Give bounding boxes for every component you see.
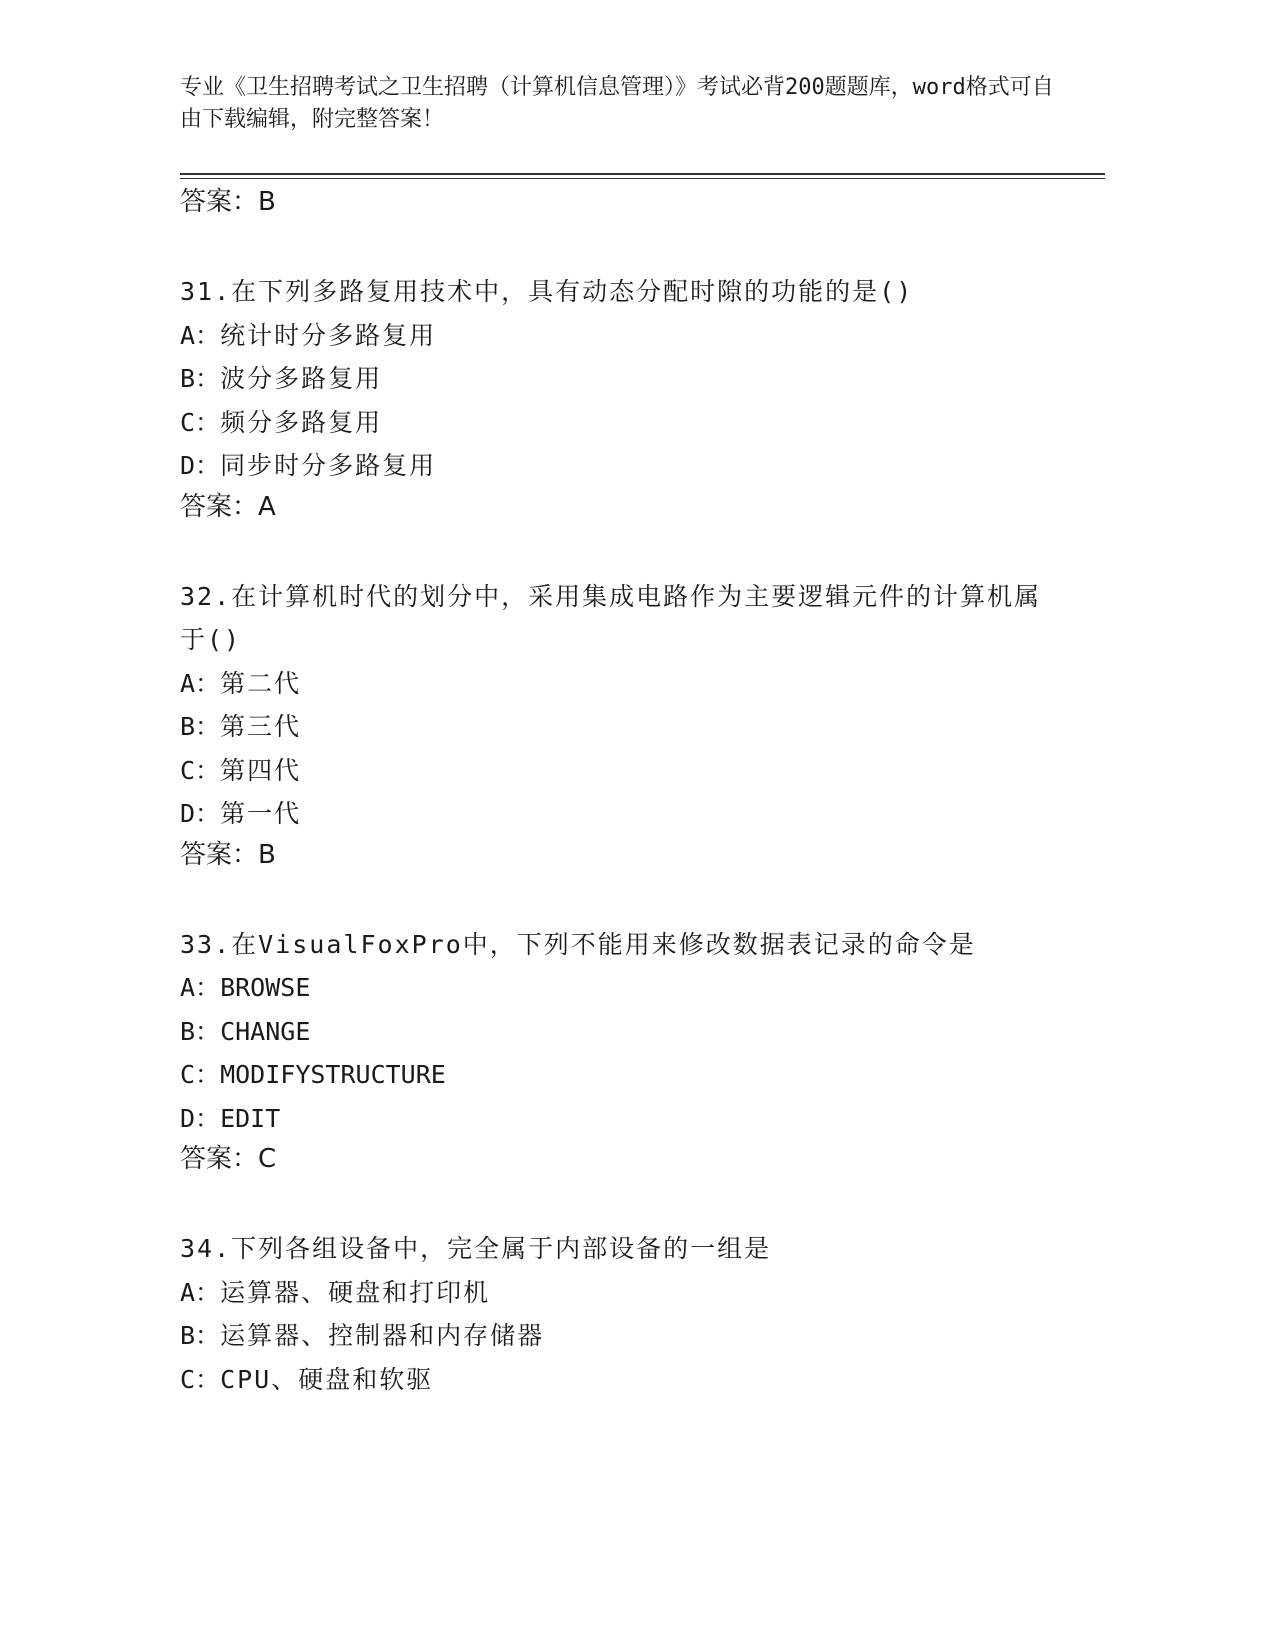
option-letter: A： (180, 320, 221, 350)
header-rule-thick (180, 173, 1105, 175)
option-d (180, 1097, 1060, 1141)
question-text: 32.在计算机时代的划分中，采用集成电路作为主要逻辑元件的计算机属于() (180, 581, 1042, 654)
option-text: 运算器、控制器和内存储器 (220, 1321, 545, 1350)
spacer (180, 874, 1060, 923)
option-c (180, 1358, 1060, 1402)
question-block (180, 1227, 1060, 1401)
option-letter: C： (180, 407, 221, 437)
option-letter: C： (180, 1060, 221, 1089)
option-a (180, 662, 1060, 706)
option-a (180, 1271, 1060, 1315)
header-rule-thin (180, 178, 1105, 179)
spacer (180, 1178, 1060, 1227)
option-letter: A： (180, 668, 221, 698)
option-text: 频分多路复用 (220, 407, 383, 437)
option-text: 第四代 (220, 755, 302, 785)
spacer (180, 526, 1060, 575)
option-text: 第一代 (220, 799, 302, 828)
option-letter: B： (180, 712, 221, 741)
question-text: 34.下列各组设备中，完全属于内部设备的一组是 (180, 1234, 772, 1263)
option-letter: B： (180, 1321, 221, 1350)
option-text: EDIT (220, 1103, 281, 1133)
option-b (180, 705, 1060, 749)
spacer (180, 221, 1060, 270)
option-letter: B： (180, 364, 221, 393)
option-letter: A： (180, 1277, 221, 1307)
option-a (180, 314, 1060, 358)
option-letter: D： (180, 799, 221, 828)
option-letter: C： (180, 755, 221, 785)
option-text: 第三代 (220, 712, 302, 741)
question-list (180, 183, 1060, 1401)
question-block (180, 270, 1060, 526)
option-d (180, 444, 1060, 488)
option-text: CHANGE (220, 1016, 311, 1046)
answer-line: 答案：B (180, 187, 276, 217)
question-block (180, 923, 1060, 1179)
answer-line: 答案：B (180, 839, 276, 870)
option-text: 运算器、硬盘和打印机 (220, 1277, 491, 1307)
option-b (180, 357, 1060, 401)
page-header: 专业《卫生招聘考试之卫生招聘（计算机信息管理）》考试必背200题题库，word格式可自由下载编辑，附完整答案！ (180, 75, 1054, 132)
question-text: 31.在下列多路复用技术中，具有动态分配时隙的功能的是() (180, 277, 914, 306)
option-text: CPU、硬盘和软驱 (220, 1364, 434, 1394)
option-letter: A： (180, 973, 221, 1002)
question-text: 33.在VisualFoxPro中，下列不能用来修改数据表记录的命令是 (180, 929, 976, 959)
option-letter: D： (180, 1103, 221, 1133)
option-a (180, 966, 1060, 1010)
question-block (180, 575, 1060, 874)
option-text: BROWSE (220, 973, 311, 1002)
answer-line: 答案：C (180, 1144, 277, 1174)
option-letter: C： (180, 1364, 221, 1394)
option-text: MODIFYSTRUCTURE (220, 1060, 446, 1089)
option-letter: D： (180, 451, 221, 480)
option-text: 统计时分多路复用 (220, 320, 437, 350)
option-d (180, 792, 1060, 836)
option-b (180, 1314, 1060, 1358)
option-text: 波分多路复用 (220, 364, 383, 393)
option-text: 同步时分多路复用 (220, 451, 437, 480)
option-c (180, 1053, 1060, 1097)
option-letter: B： (180, 1016, 221, 1046)
option-c (180, 401, 1060, 445)
option-text: 第二代 (220, 668, 302, 698)
option-b (180, 1010, 1060, 1054)
option-c (180, 749, 1060, 793)
answer-line: 答案：A (180, 491, 276, 522)
